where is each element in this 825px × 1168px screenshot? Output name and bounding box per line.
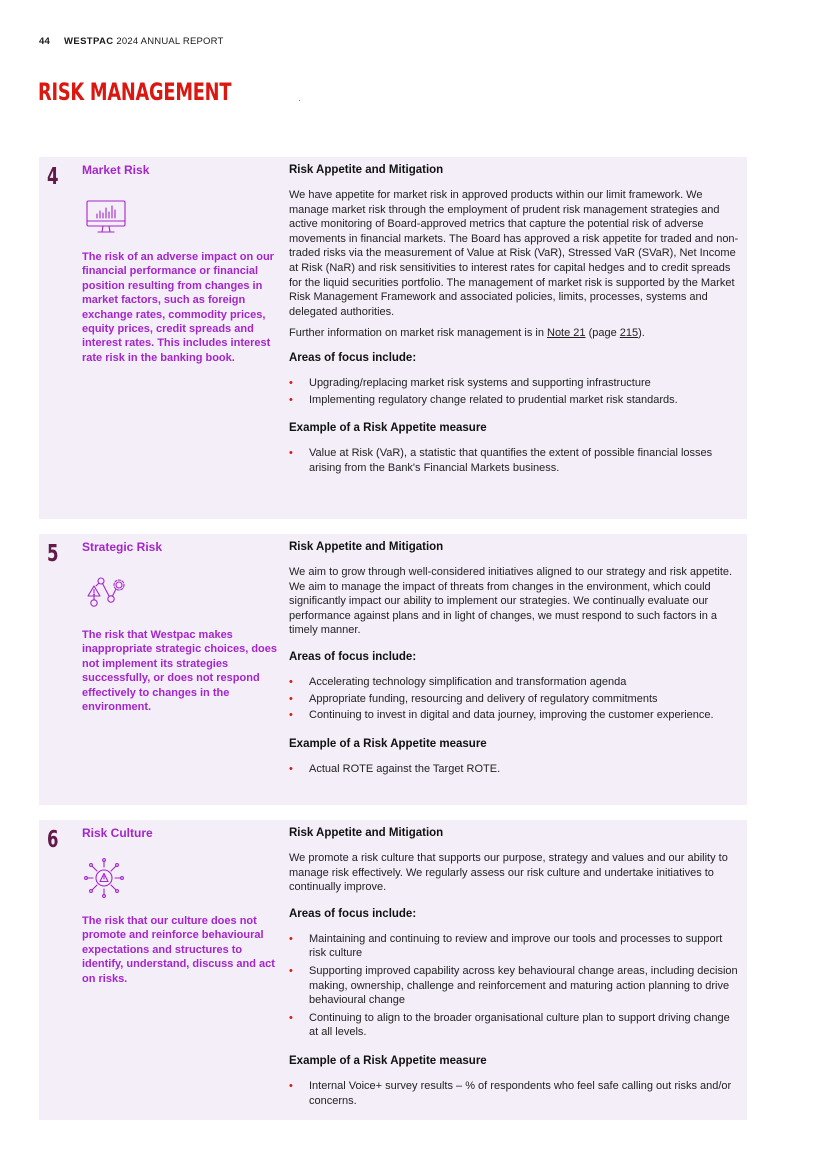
further-info-suffix: ). <box>638 327 645 340</box>
risk-name: Strategic Risk <box>82 540 163 554</box>
note-21-link[interactable]: Note 21 <box>547 327 586 340</box>
risk-panel-strategic <box>39 534 747 805</box>
measure-list <box>289 1079 741 1108</box>
appetite-heading: Risk Appetite and Mitigation <box>289 164 444 176</box>
list-item: • Value at Risk (VaR), a statistic that quantifies the extent of possible financial losses arising from the Bank's Financial Markets business. <box>289 446 741 475</box>
list-item: • Continuing to align to the broader organisational culture plan to support driving change at all levels. <box>289 1011 741 1040</box>
risk-panel-culture <box>39 820 747 1120</box>
list-item: • Continuing to invest in digital and data journey, improving the customer experience. <box>289 708 741 723</box>
list-item: • Actual ROTE against the Target ROTE. <box>289 762 741 777</box>
risk-description: The risk of an adverse impact on our financial performance or financial position resulting from changes in market factors, such as foreign exchange rates, commodity prices, equity prices, credit spreads and interest rates. This includes interest rate risk in the banking book. <box>82 251 274 364</box>
list-item: • Accelerating technology simplification and transformation agenda <box>289 675 741 690</box>
brand-name: WESTPAC <box>63 36 114 47</box>
risk-details <box>289 540 741 776</box>
appetite-text: We aim to grow through well-considered initiatives aligned to our strategy and risk appetite. We aim to manage the impact of threats from changes in the environment, which could significantly impact our ability to implement our strategies. We continually evaluate our performance against plans and in light of changes, we must respond to such factors in a timely manner. <box>289 566 733 637</box>
strategy-network-icon <box>83 574 131 614</box>
further-info-prefix: Further information on market risk management is in <box>289 327 547 340</box>
list-item: • Upgrading/replacing market risk systems and supporting infrastructure <box>289 376 741 391</box>
culture-warning-icon <box>83 858 131 898</box>
measure-list <box>289 762 741 777</box>
list-item: • Appropriate funding, resourcing and delivery of regulatory commitments <box>289 692 741 707</box>
measure-heading: Example of a Risk Appetite measure <box>289 1054 487 1067</box>
measure-heading: Example of a Risk Appetite measure <box>289 422 487 435</box>
focus-list <box>289 932 741 1040</box>
focus-heading: Areas of focus include: <box>289 907 417 920</box>
further-info <box>289 326 741 341</box>
risk-number: 5 <box>47 541 59 567</box>
appetite-text: We have appetite for market risk in approved products within our limit framework. We manage market risk through the employment of prudent risk management strategies and active monitoring of Board-approved metrics that capture the potential risk of adverse movements in financial markets. The Board has approved a risk appetite for traded and non-traded risks via the measurement of Value at Risk (VaR), Stressed VaR (SVaR), Net Income at Risk (NaR) and risk sensitivities to interest rates for capital hedges and to credit spreads for the liquid securities portfolio. The management of market risk is supported by the Market Risk Management Framework and associated policies, limits, processes, systems and delegated authorities. <box>289 189 739 318</box>
focus-heading: Areas of focus include: <box>289 650 417 663</box>
measure-list <box>289 446 741 475</box>
list-item: • Internal Voice+ survey results – % of respondents who feel safe calling out risks and/or concerns. <box>289 1079 741 1108</box>
page-header <box>39 36 224 47</box>
appetite-heading: Risk Appetite and Mitigation <box>289 827 444 839</box>
stray-dot <box>299 100 300 101</box>
focus-list <box>289 376 741 407</box>
page-number: 44 <box>39 36 50 47</box>
focus-list <box>289 675 741 723</box>
focus-heading: Areas of focus include: <box>289 351 417 364</box>
risk-details <box>289 826 741 1108</box>
measure-heading: Example of a Risk Appetite measure <box>289 737 487 750</box>
risk-number: 4 <box>47 164 59 190</box>
risk-details <box>289 163 741 475</box>
list-item: • Supporting improved capability across key behavioural change areas, including decision making, ownership, challenge and reinforcement and maturing action planning to drive behavioural change <box>289 964 741 1008</box>
page-215-link[interactable]: 215 <box>619 327 639 340</box>
monitor-chart-icon <box>83 199 131 239</box>
page-title: RISK MANAGEMENT <box>38 78 232 106</box>
risk-name: Market Risk <box>82 163 150 177</box>
appetite-text: We promote a risk culture that supports our purpose, strategy and values and our ability to manage risk effectively. We regularly assess our risk culture and undertake initiatives to continually improve. <box>289 852 728 894</box>
risk-name: Risk Culture <box>82 826 153 840</box>
list-item: • Implementing regulatory change related to prudential market risk standards. <box>289 393 741 408</box>
risk-description: The risk that Westpac makes inappropriate strategic choices, does not implement its strategies successfully, or does not respond effectively to changes in the environment. <box>82 629 278 714</box>
list-item: • Maintaining and continuing to review and improve our tools and processes to support risk culture <box>289 932 741 961</box>
risk-number: 6 <box>47 827 59 853</box>
report-name: 2024 ANNUAL REPORT <box>116 36 224 47</box>
risk-panel-market <box>39 157 747 519</box>
risk-description: The risk that our culture does not promote and reinforce behavioural expectations and structures to identify, understand, discuss and act on risks. <box>82 915 275 985</box>
appetite-heading: Risk Appetite and Mitigation <box>289 541 444 553</box>
further-info-mid: (page <box>585 327 620 340</box>
